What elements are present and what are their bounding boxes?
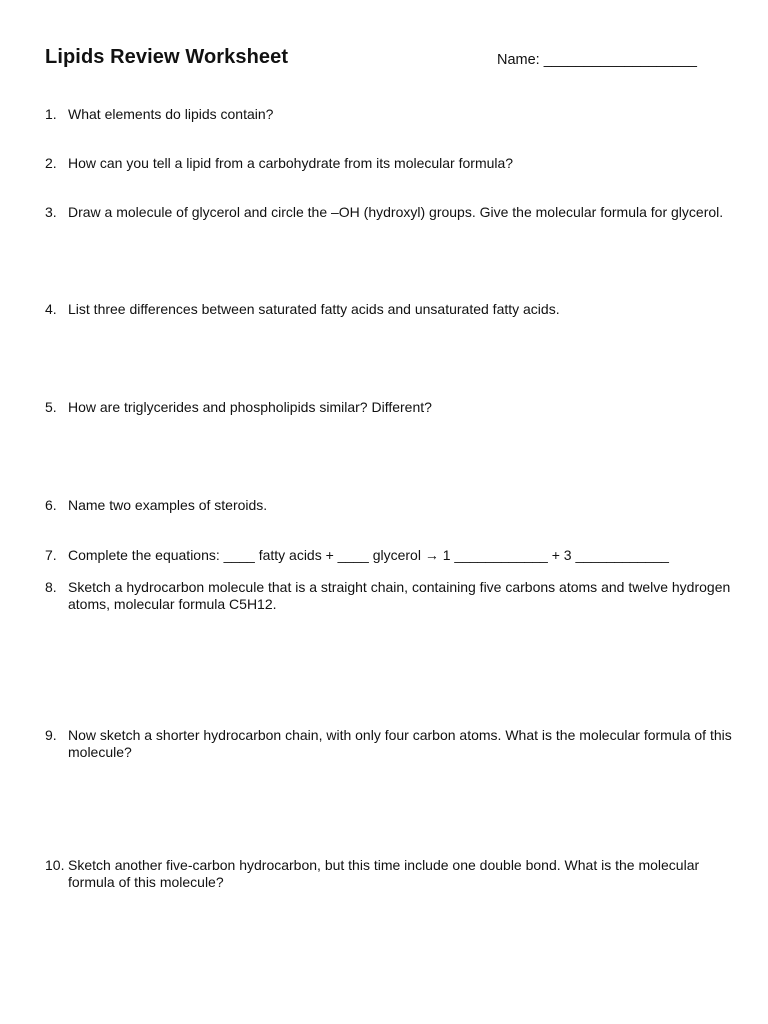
question-number: 5. <box>45 399 57 415</box>
question-number: 7. <box>45 547 57 563</box>
question-text: Sketch another five-carbon hydrocarbon, but this time include one double bond. What is the molecular formula of this molecule? <box>68 857 700 890</box>
question-number: 8. <box>45 579 57 595</box>
question-text: Complete the equations: ____ fatty acids + ____ glycerol → 1 ____________ + 3 ____________ <box>68 547 669 563</box>
question-2 <box>45 155 735 172</box>
question-text: How are triglycerides and phospholipids similar? Different? <box>68 399 432 415</box>
question-text: How can you tell a lipid from a carbohydrate from its molecular formula? <box>68 155 514 171</box>
question-number: 1. <box>45 106 57 122</box>
question-number: 3. <box>45 204 57 220</box>
question-9 <box>45 727 735 761</box>
question-number: 9. <box>45 727 57 743</box>
question-3 <box>45 204 735 221</box>
question-text: Draw a molecule of glycerol and circle the –OH (hydroxyl) groups. Give the molecular formula for glycerol. <box>68 204 724 220</box>
worksheet-title: Lipids Review Worksheet <box>45 46 289 68</box>
question-text: List three differences between saturated fatty acids and unsaturated fatty acids. <box>68 301 560 317</box>
question-text: Now sketch a shorter hydrocarbon chain, with only four carbon atoms. What is the molecular formula of this molecule? <box>68 727 732 760</box>
question-number: 10. <box>45 857 65 873</box>
question-4 <box>45 301 735 318</box>
question-text: Sketch a hydrocarbon molecule that is a straight chain, containing five carbons atoms and twelve hydrogen atoms, molecular formula C5H12. <box>68 579 731 612</box>
name-field: Name: ___________________ <box>497 52 697 68</box>
question-number: 2. <box>45 155 57 171</box>
question-text: What elements do lipids contain? <box>68 106 274 122</box>
question-1 <box>45 106 735 123</box>
question-number: 6. <box>45 497 57 513</box>
question-6 <box>45 497 735 514</box>
question-7 <box>45 547 735 564</box>
question-10 <box>45 857 735 891</box>
question-text: Name two examples of steroids. <box>68 497 268 513</box>
question-number: 4. <box>45 301 57 317</box>
question-5 <box>45 399 735 416</box>
question-8 <box>45 579 735 613</box>
